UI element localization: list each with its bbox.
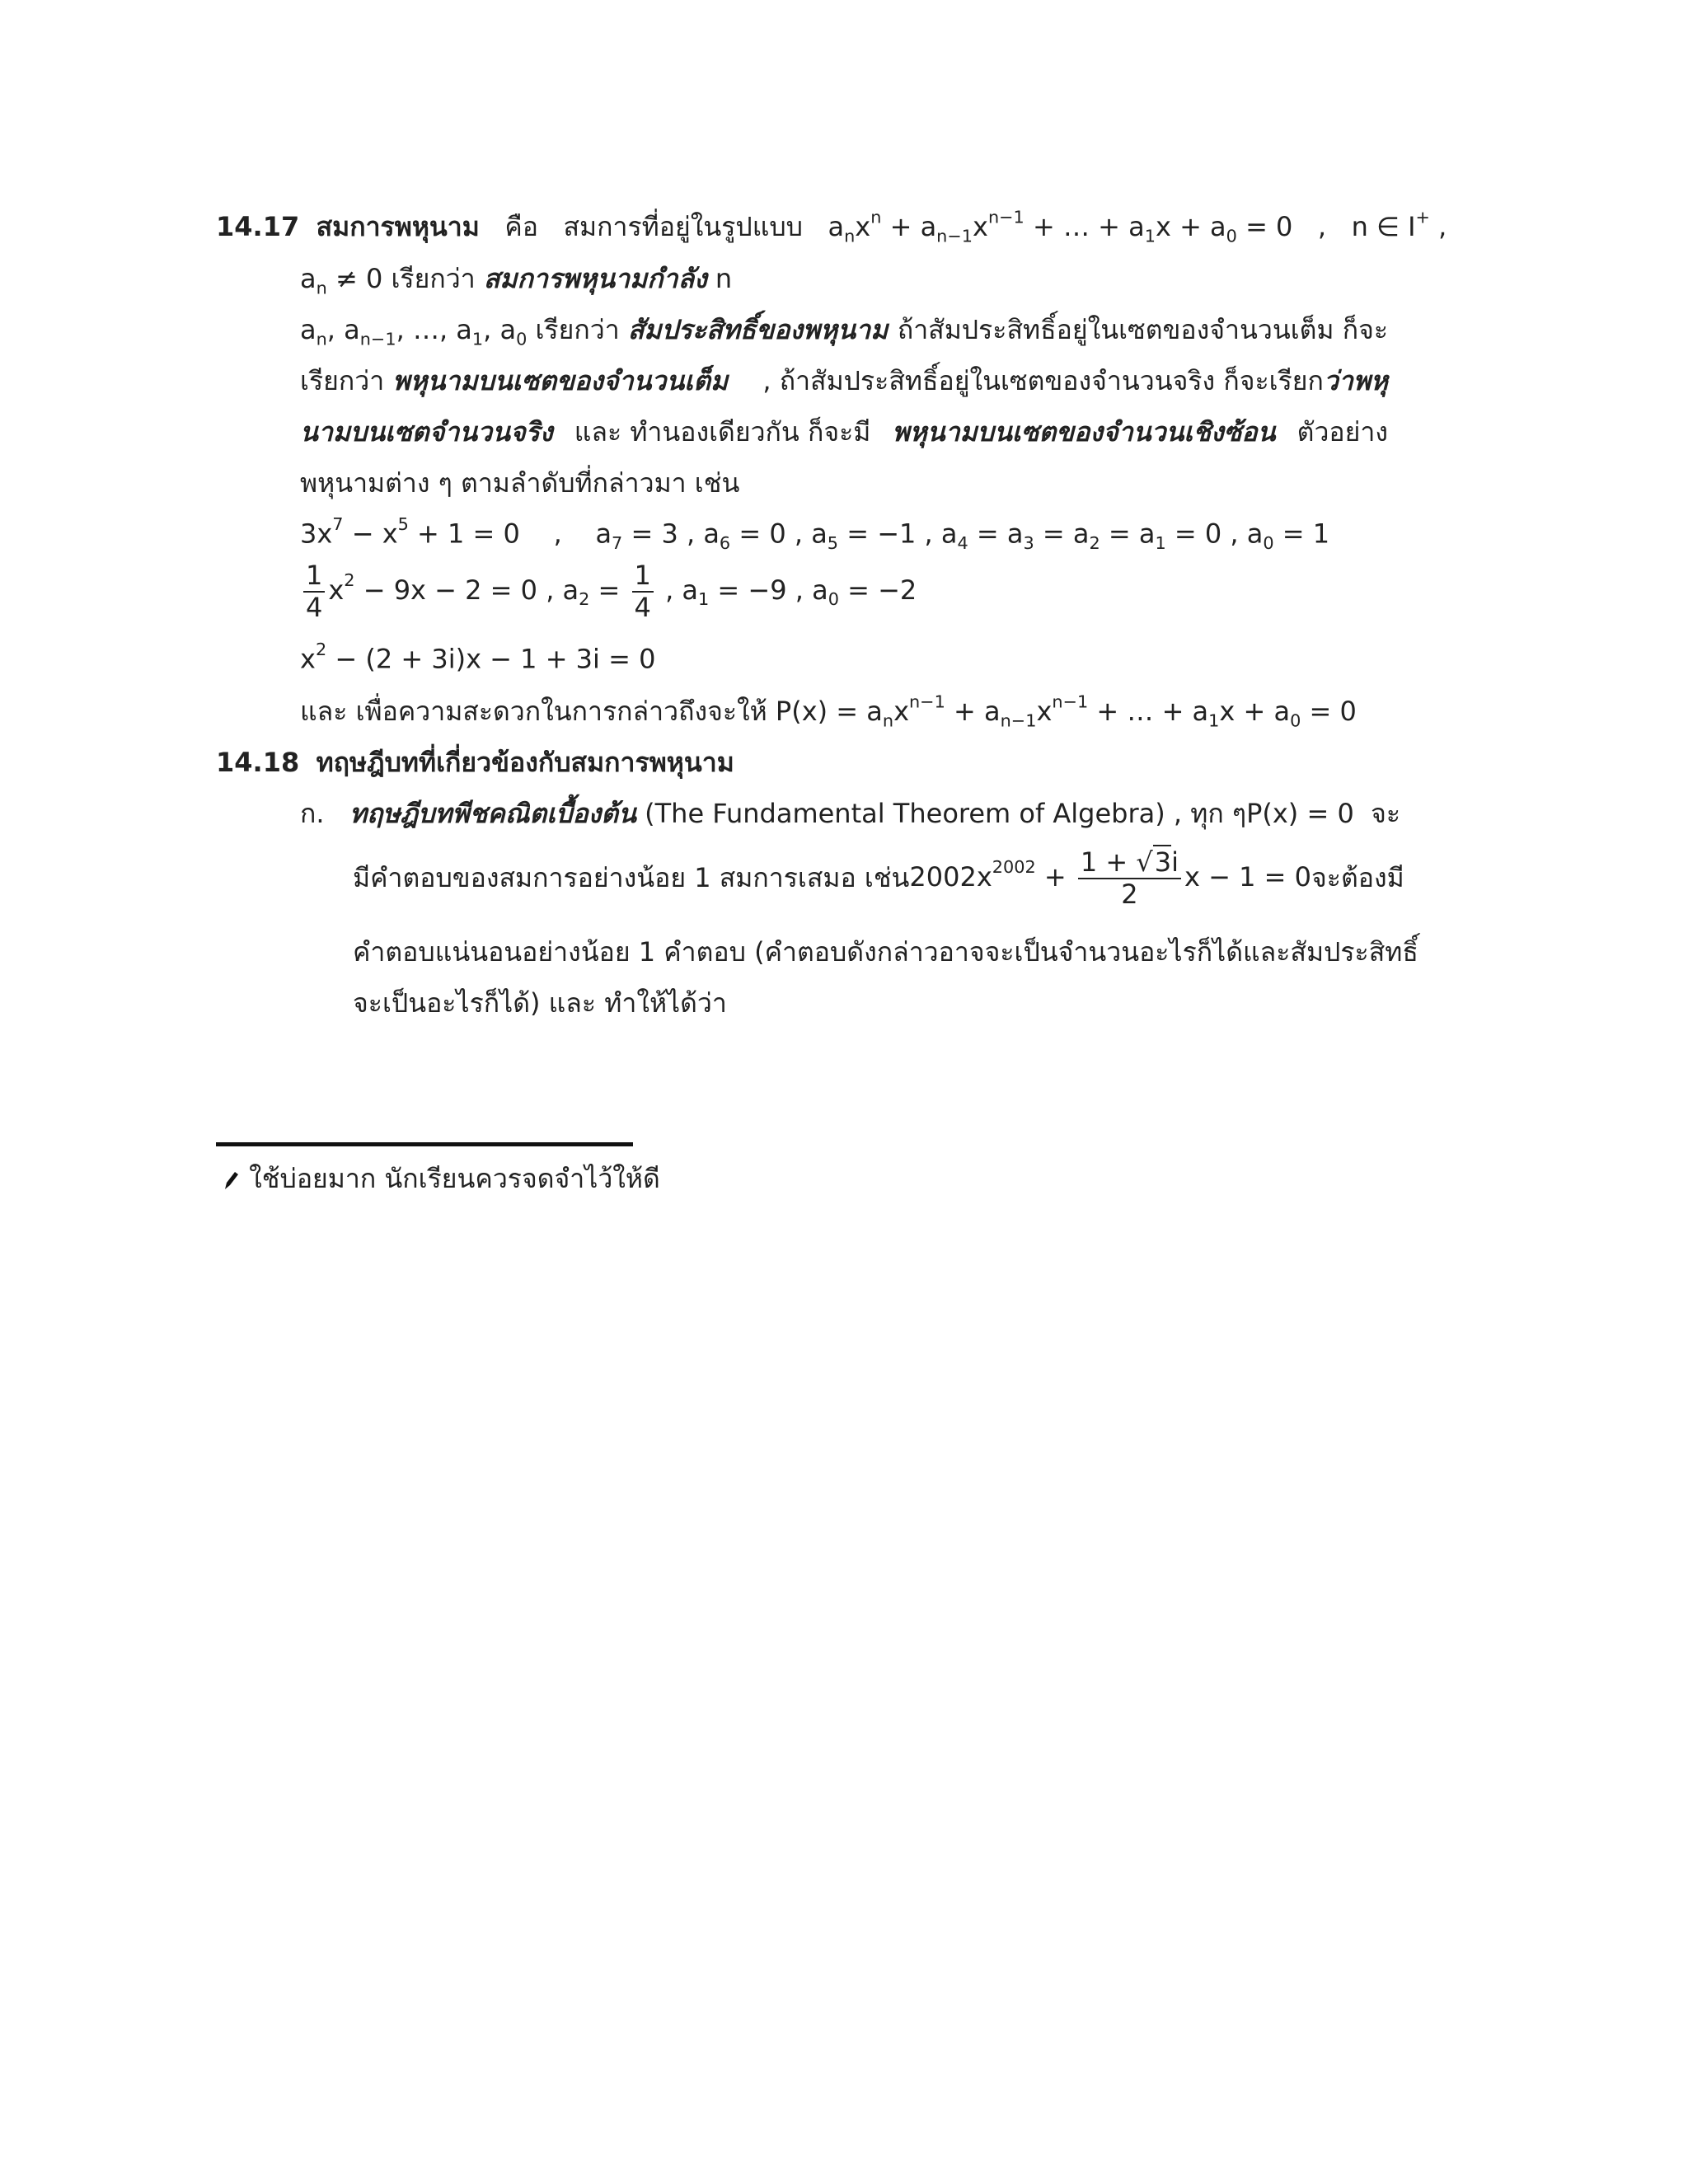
degree-line: $a_n \ne 0$ เรียกว่า สมการพหุนามกำลัง n xyxy=(300,263,733,298)
footnote-rule xyxy=(216,1142,633,1146)
section-14-17-heading xyxy=(216,206,1447,248)
coeff-name: สัมประสิทธิ์ของพหุนาม xyxy=(627,314,889,345)
theorem-line-3: คำตอบแน่นอนอย่างน้อย 1 คำตอบ (คำตอบดังกล่าวอาจจะเป็นจำนวนอะไรก็ได้และสัมประสิทธิ์ xyxy=(353,936,1418,968)
real-poly-term: นามบนเซตจำนวนจริง xyxy=(300,416,553,448)
an-condition: ≠ 0 เรียกว่า xyxy=(335,263,476,294)
integer-poly-term: พหุนามบนเซตของจำนวนเต็ม xyxy=(392,365,729,396)
coeff-line: $a_n$, $a_{n-1}$, …, $a_1$, $a_0$ เรียกว่า สัมประสิทธิ์ของพหุนาม ถ้าสัมประสิทธิ์อยู่ในเซตของจำนวนเต็ม ก็จะ xyxy=(300,309,1388,351)
condition-n: n ∈ I+ , xyxy=(1351,207,1447,242)
form-text: สมการที่อยู่ในรูปแบบ xyxy=(563,211,803,242)
theorem-name: ทฤษฎีบทพีชคณิตเบื้องต้น xyxy=(349,798,636,829)
complex-poly-term: พหุนามบนเซตของจำนวนเชิงซ้อน xyxy=(892,416,1276,448)
theorem-line: ก. ทฤษฎีบทพีชคณิตเบื้องต้น (The Fundamental Theorem of Algebra) , ทุก ๆ P(x) = 0 จะ xyxy=(300,798,1401,829)
footnote xyxy=(223,1158,660,1200)
theorem-example-line: มีคำตอบของสมการอย่างน้อย 1 สมการเสมอ เช่น $2002x^{2002}$ + $\frac{1 + √3i}{2}$ x − 1 = 0 จะต้องมี xyxy=(353,846,1404,910)
example-2: $\frac{1}{4}$ $x^2 - 9x - 2 = 0$ , $a_2$ = $\frac{1}{4}$ , $a_1 = -9$ , $a_0 = -2$ xyxy=(300,560,917,623)
example-1: $3x^7 - x^5 + 1 = 0$ , $a_7 = 3$ , $a_6 = 0$ , $a_5 = -1$ , $a_4 = a_3 = a_2 = a_1 = 0$ , $a_0 = 1$ xyxy=(300,514,1330,553)
section-14-18-heading xyxy=(216,742,734,784)
is-word: คือ xyxy=(504,211,538,242)
section-title: ทฤษฎีบทที่เกี่ยวข้องกับสมการพหุนาม xyxy=(316,747,734,778)
px-definition: และ เพื่อความสะดวกในการกล่าวถึงจะให้ $P(x) = a_nx^{n-1} + a_{n-1}x^{n-1}$ + … + $a_1x + a_0 = 0$ xyxy=(300,691,1357,731)
theorem-line-4: จะเป็นอะไรก็ได้) และ ทำให้ได้ว่า xyxy=(353,987,727,1019)
real-poly-line: นามบนเซตจำนวนจริง และ ทำนองเดียวกัน ก็จะมี พหุนามบนเซตของจำนวนเชิงซ้อน ตัวอย่าง xyxy=(300,411,1388,453)
examples-intro: พหุนามต่าง ๆ ตามลำดับที่กล่าวมา เช่น xyxy=(300,467,740,499)
degree-n: n xyxy=(715,263,733,294)
item-label: ก. xyxy=(300,798,325,829)
section-number: 14.18 xyxy=(216,747,300,778)
section-title: สมการพหุนาม xyxy=(316,211,480,242)
degree-name: สมการพหุนามกำลัง xyxy=(483,263,707,294)
polynomial-equation: $a_nx^n + a_{n-1}x^{n-1}$ + … + $a_1x + a_0 = 0$ , xyxy=(828,207,1352,246)
example-3: $x^2 - (2 + 3i)x - 1 + 3i = 0$ xyxy=(300,640,656,675)
integer-poly-line: เรียกว่า พหุนามบนเซตของจำนวนเต็ม , ถ้าสัมประสิทธิ์อยู่ในเซตของจำนวนจริง ก็จะเรียกว่าพหุ xyxy=(300,365,1388,396)
theorem-example-equation: $2002x^{2002}$ + $\frac{1 + √3i}{2}$ x − 1 = 0 xyxy=(909,846,1311,910)
coeff-line-tail: ถ้าสัมประสิทธิ์อยู่ในเซตของจำนวนเต็ม ก็จะ xyxy=(897,314,1388,345)
footnote-text: ใช้บ่อยมาก นักเรียนควรจดจำไว้ให้ดี xyxy=(249,1163,660,1194)
section-number: 14.17 xyxy=(216,211,300,242)
pencil-icon xyxy=(223,1169,241,1191)
